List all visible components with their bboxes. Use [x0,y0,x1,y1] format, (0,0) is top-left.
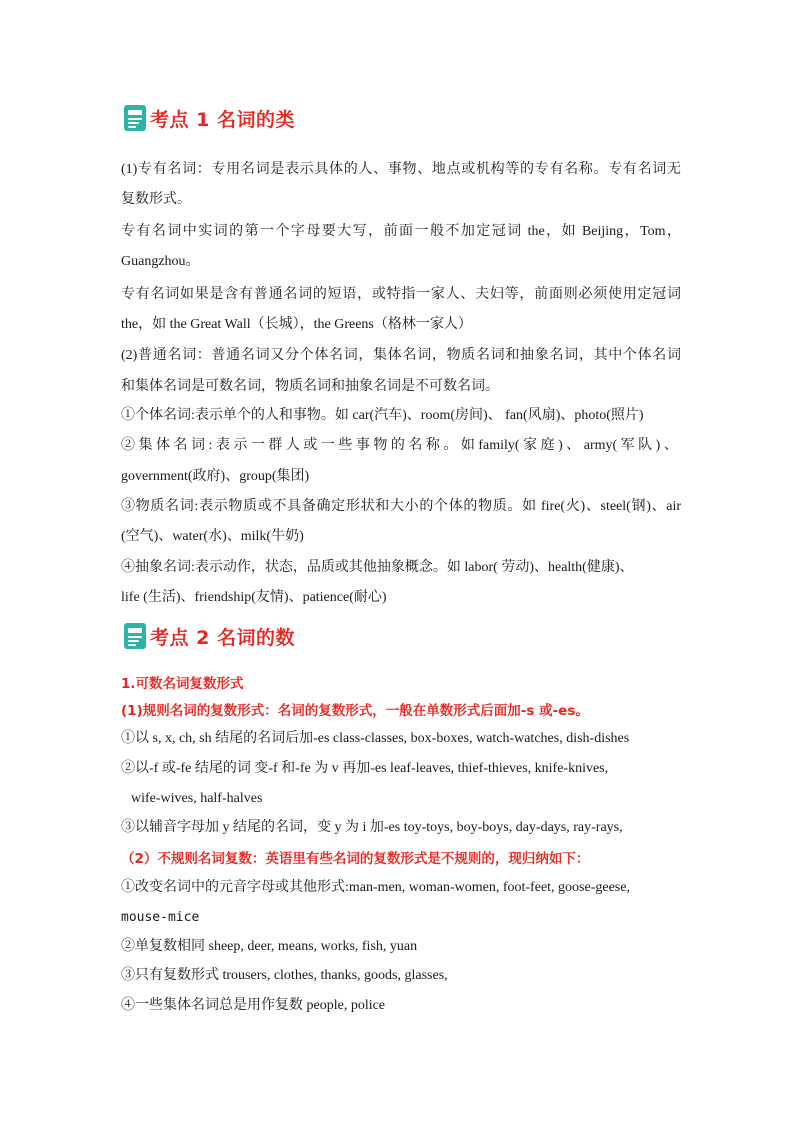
section-heading-2 [124,621,295,651]
section-heading-1 [124,103,295,133]
rule-line: mouse-mice [121,910,200,925]
paragraph-line: 复数形式。 [121,192,191,207]
rule-line: ①改变名词中的元音字母或其他形式:man-men, woman-women, foot-feet, goose-geese, [121,880,630,895]
rule-line: ②以-f 或-fe 结尾的词 变-f 和-fe 为 v 再加-es leaf-leaves, thief-thieves, knife-knives, [121,761,609,776]
paragraph-line: government(政府)、group(集团) [121,469,310,484]
subheading-irregular-plural: （2）不规则名词复数：英语里有些名词的复数形式是不规则的，现归纳如下： [121,851,590,867]
subheading-regular-plural: (1)规则名词的复数形式：名词的复数形式，一般在单数形式后面加-s 或-es。 [121,703,589,719]
paragraph-line: the，如 the Great Wall（长城），the Greens（格林一家人） [121,317,472,332]
section-title-1: 考点 1 名词的类 [150,108,295,131]
notebook-icon [124,105,146,131]
paragraph-line: life (生活)、friendship(友情)、patience(耐心) [121,590,387,605]
notebook-icon [124,623,146,649]
paragraph-line: Guangzhou。 [121,254,200,269]
rule-line: ①以 s, x, ch, sh 结尾的名词后加-es class-classes, box-boxes, watch-watches, dish-dishes [121,731,630,746]
paragraph-line: 专有名词中实词的第一个字母要大写，前面一般不加定冠词 the，如 Beijing，Tom， [121,224,681,239]
paragraph-line: (2)普通名词：普通名词又分个体名词，集体名词，物质名词和抽象名词，其中个体名词 [121,348,681,363]
section-title-2: 考点 2 名词的数 [150,626,295,649]
paragraph-line: 专有名词如果是含有普通名词的短语，或特指一家人、夫妇等，前面则必须使用定冠词 [121,287,681,302]
paragraph-line: ③物质名词:表示物质或不具备确定形状和大小的个体的物质。如 fire(火)、steel(钢)、air [121,499,681,514]
paragraph-line: ①个体名词:表示单个的人和事物。如 car(汽车)、room(房间)、 fan(风扇)、photo(照片) [121,408,644,423]
paragraph-line: (1)专有名词：专用名词是表示具体的人、事物、地点或机构等的专有名称。专有名词无 [121,162,681,177]
paragraph-line: ② 集 体 名 词 : 表 示 一 群 人 或 一 些 事 物 的 名 称 。 如 family( 家 庭 ) 、 army( 军 队 ) 、 [121,438,678,453]
rule-line: ③以辅音字母加 y 结尾的名词，变 y 为 i 加-es toy-toys, boy-boys, day-days, ray-rays, [121,820,623,835]
paragraph-line: 和集体名词是可数名词，物质名词和抽象名词是不可数名词。 [121,379,499,394]
paragraph-line: ④抽象名词:表示动作，状态，品质或其他抽象概念。如 labor( 劳动)、health(健康)、 [121,560,634,575]
rule-line: ③只有复数形式 trousers, clothes, thanks, goods, glasses, [121,968,448,983]
rule-line: ②单复数相同 sheep, deer, means, works, fish, yuan [121,939,418,954]
paragraph-line: (空气)、water(水)、milk(牛奶) [121,529,304,544]
rule-line: wife-wives, half-halves [131,791,263,806]
rule-line: ④一些集体名词总是用作复数 people, police [121,998,386,1013]
subheading-countable-plural: 1.可数名词复数形式 [121,676,244,692]
